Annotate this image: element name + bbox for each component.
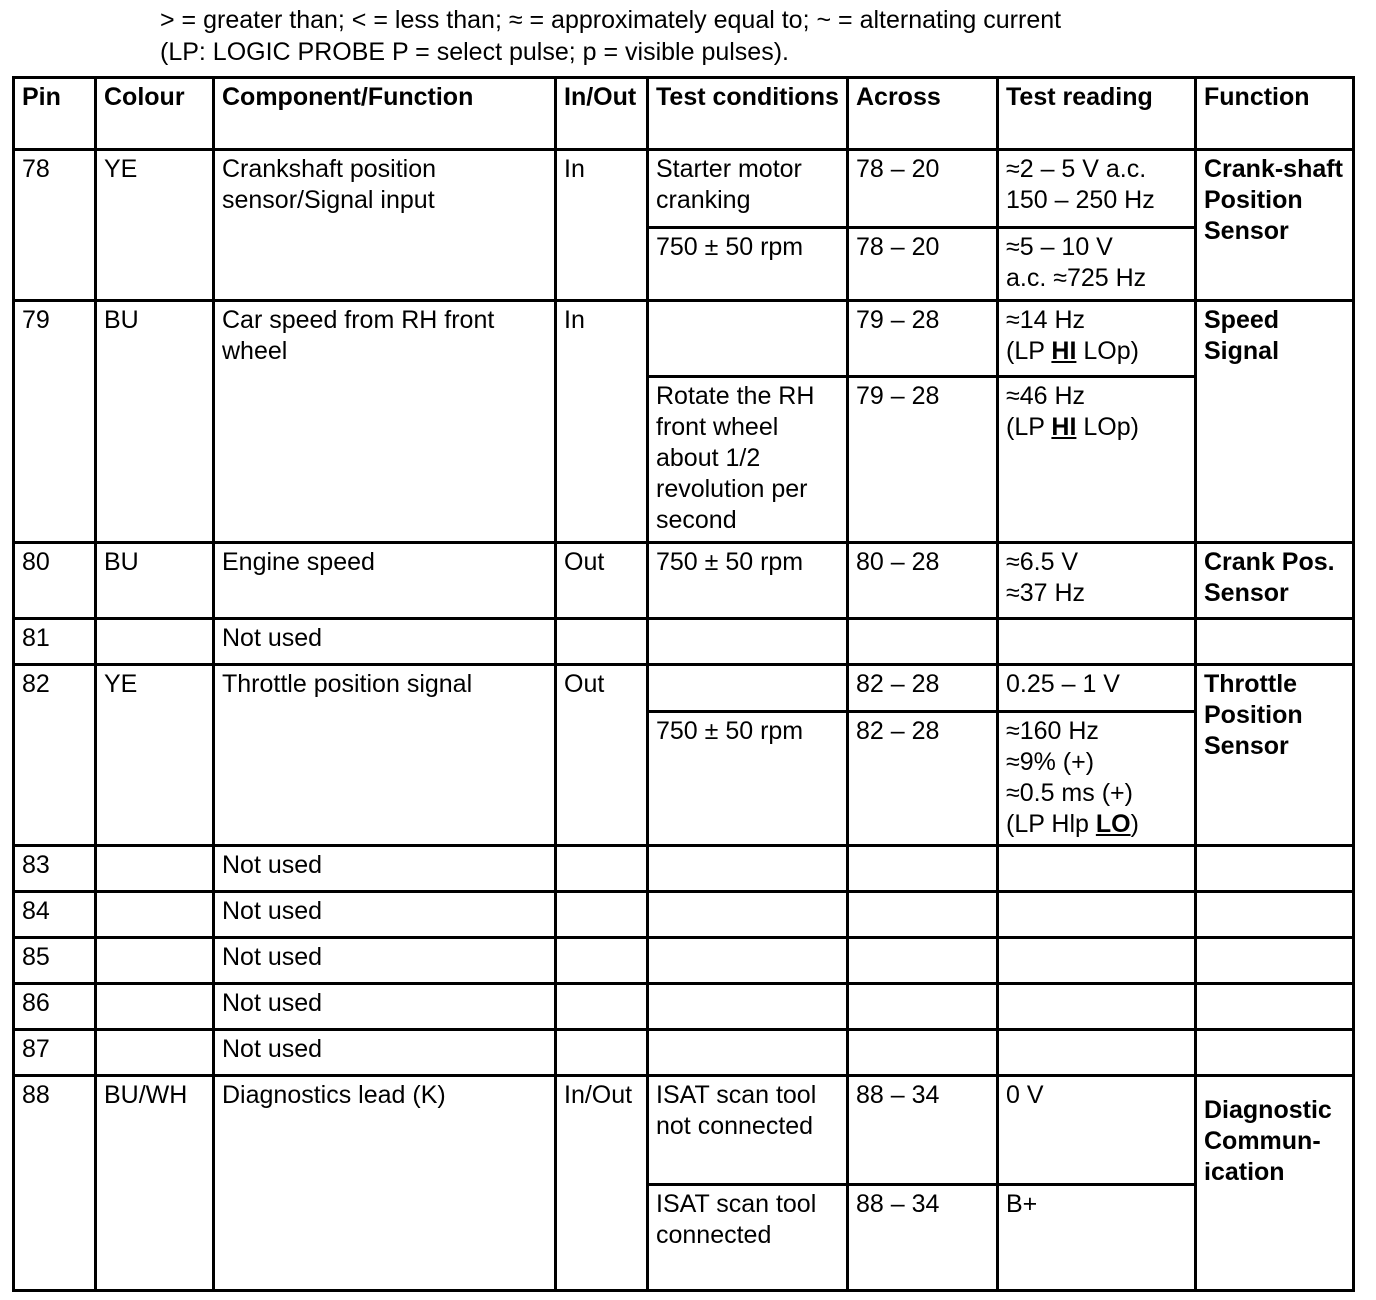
logic-probe-reading: [1006, 336, 1187, 367]
reading-cell: [998, 619, 1196, 665]
across-cell: 79 – 28: [848, 300, 998, 376]
reading-line: ≈46 Hz: [1006, 381, 1086, 410]
across-cell: [848, 619, 998, 665]
pin-cell: 87: [14, 1030, 96, 1076]
colour-cell: [96, 845, 214, 891]
across-cell: 78 – 20: [848, 150, 998, 228]
colour-cell: [96, 891, 214, 937]
condition-cell: [648, 891, 848, 937]
reading-cell: [998, 228, 1196, 300]
lp-prefix: (LP: [1006, 336, 1052, 365]
reading-line: ≈14 Hz: [1006, 305, 1086, 334]
component-cell: Engine speed: [214, 543, 556, 619]
condition-cell: [648, 300, 848, 376]
pin-cell: 78: [14, 150, 96, 300]
component-cell: Throttle position signal: [214, 665, 556, 845]
condition-cell: ISAT scan tool connected: [648, 1184, 848, 1290]
function-cell: [1196, 984, 1354, 1030]
colour-cell: [96, 1030, 214, 1076]
condition-cell: ISAT scan tool not connected: [648, 1076, 848, 1184]
across-cell: [848, 1030, 998, 1076]
colour-cell: [96, 984, 214, 1030]
colour-cell: YE: [96, 150, 214, 300]
component-cell: Not used: [214, 1030, 556, 1076]
table-row: [14, 1076, 1354, 1184]
inout-cell: [556, 891, 648, 937]
condition-cell: [648, 619, 848, 665]
condition-cell: Starter motor cranking: [648, 150, 848, 228]
inout-cell: In: [556, 150, 648, 300]
header-row: [14, 78, 1354, 150]
inout-cell: [556, 619, 648, 665]
header-pin: Pin: [14, 78, 96, 150]
component-cell: Not used: [214, 984, 556, 1030]
component-cell: Crankshaft position sensor/Signal input: [214, 150, 556, 300]
header-across: Across: [848, 78, 998, 150]
inout-cell: In/Out: [556, 1076, 648, 1291]
condition-cell: [648, 938, 848, 984]
component-cell: Not used: [214, 938, 556, 984]
condition-cell: [648, 984, 848, 1030]
table-row: [14, 845, 1354, 891]
inout-cell: [556, 1030, 648, 1076]
function-cell: [1196, 891, 1354, 937]
colour-cell: [96, 938, 214, 984]
reading-cell: [998, 711, 1196, 845]
component-cell: Not used: [214, 845, 556, 891]
reading-cell: [998, 984, 1196, 1030]
condition-cell: Rotate the RH front wheel about 1/2 revolution per second: [648, 376, 848, 542]
pin-cell: 79: [14, 300, 96, 543]
reading-line: ≈9% (+): [1006, 747, 1095, 776]
lp-suffix: LOp): [1076, 412, 1139, 441]
reading-cell: [998, 1030, 1196, 1076]
reading-cell: [998, 150, 1196, 228]
across-cell: 80 – 28: [848, 543, 998, 619]
inout-cell: [556, 845, 648, 891]
pin-table: [12, 76, 1355, 1292]
function-cell: Throttle Position Sensor: [1196, 665, 1354, 845]
reading-line: ≈0.5 ms (+): [1006, 778, 1133, 807]
reading-line: a.c. ≈725 Hz: [1006, 264, 1147, 293]
table-row: [14, 619, 1354, 665]
pin-cell: 81: [14, 619, 96, 665]
colour-cell: BU: [96, 300, 214, 543]
inout-cell: [556, 984, 648, 1030]
reading-cell: [998, 376, 1196, 542]
reading-line: ≈160 Hz: [1006, 716, 1099, 745]
condition-cell: [648, 1030, 848, 1076]
table-row: [14, 300, 1354, 376]
reading-line: ≈6.5 V: [1006, 548, 1079, 577]
across-cell: 82 – 28: [848, 665, 998, 711]
across-cell: 78 – 20: [848, 228, 998, 300]
condition-cell: [648, 845, 848, 891]
header-component: Component/Function: [214, 78, 556, 150]
lp-suffix: LOp): [1076, 336, 1139, 365]
pin-cell: 80: [14, 543, 96, 619]
function-cell: [1196, 938, 1354, 984]
table-row: [14, 543, 1354, 619]
pin-cell: 85: [14, 938, 96, 984]
pin-cell: 88: [14, 1076, 96, 1291]
lp-selected: HI: [1051, 412, 1077, 441]
condition-cell: 750 ± 50 rpm: [648, 228, 848, 300]
lp-prefix: (LP: [1006, 412, 1052, 441]
pin-cell: 82: [14, 665, 96, 845]
inout-cell: Out: [556, 665, 648, 845]
condition-cell: [648, 665, 848, 711]
reading-cell: [998, 543, 1196, 619]
reading-cell: [998, 665, 1196, 711]
pin-cell: 83: [14, 845, 96, 891]
across-cell: 88 – 34: [848, 1076, 998, 1184]
reading-cell: [998, 845, 1196, 891]
colour-cell: BU/WH: [96, 1076, 214, 1291]
reading-cell: [998, 938, 1196, 984]
reading-line: 150 – 250 Hz: [1006, 186, 1155, 215]
header-test-conditions: Test conditions: [648, 78, 848, 150]
lp-selected: LO: [1095, 809, 1131, 838]
pin-cell: 86: [14, 984, 96, 1030]
component-cell: Not used: [214, 619, 556, 665]
function-cell: [1196, 1030, 1354, 1076]
component-cell: Not used: [214, 891, 556, 937]
across-cell: 79 – 28: [848, 376, 998, 542]
header-inout: In/Out: [556, 78, 648, 150]
pin-cell: 84: [14, 891, 96, 937]
function-cell: [1196, 845, 1354, 891]
logic-probe-reading: [1006, 809, 1187, 840]
lp-selected: HI: [1051, 336, 1077, 365]
across-cell: [848, 845, 998, 891]
header-colour: Colour: [96, 78, 214, 150]
reading-cell: [998, 300, 1196, 376]
across-cell: [848, 891, 998, 937]
condition-cell: 750 ± 50 rpm: [648, 711, 848, 845]
legend: [160, 4, 1061, 68]
table-row: [14, 150, 1354, 228]
colour-cell: YE: [96, 665, 214, 845]
legend-line-2: (LP: LOGIC PROBE P = select pulse; p = visible pulses).: [160, 38, 789, 66]
reading-cell: B+: [998, 1184, 1196, 1290]
logic-probe-reading: [1006, 412, 1187, 443]
header-test-reading: Test reading: [998, 78, 1196, 150]
table-row: [14, 1030, 1354, 1076]
across-cell: [848, 984, 998, 1030]
function-cell: Diagnostic Commun-ication: [1196, 1076, 1354, 1291]
reading-line: ≈5 – 10 V: [1006, 233, 1113, 262]
across-cell: 88 – 34: [848, 1184, 998, 1290]
table-row: [14, 984, 1354, 1030]
function-cell: Speed Signal: [1196, 300, 1354, 543]
inout-cell: [556, 938, 648, 984]
inout-cell: In: [556, 300, 648, 543]
lp-prefix: (LP Hlp: [1006, 809, 1096, 838]
component-cell: Car speed from RH front wheel: [214, 300, 556, 543]
header-function: Function: [1196, 78, 1354, 150]
component-cell: Diagnostics lead (K): [214, 1076, 556, 1291]
colour-cell: BU: [96, 543, 214, 619]
lp-suffix: ): [1130, 809, 1139, 838]
across-cell: 82 – 28: [848, 711, 998, 845]
inout-cell: Out: [556, 543, 648, 619]
condition-cell: 750 ± 50 rpm: [648, 543, 848, 619]
table-row: [14, 891, 1354, 937]
colour-cell: [96, 619, 214, 665]
function-cell: Crank Pos. Sensor: [1196, 543, 1354, 619]
across-cell: [848, 938, 998, 984]
function-cell: Crank-shaft Position Sensor: [1196, 150, 1354, 300]
function-cell: [1196, 619, 1354, 665]
reading-cell: 0 V: [998, 1076, 1196, 1184]
table-row: [14, 938, 1354, 984]
legend-line-1: > = greater than; < = less than; ≈ = approximately equal to; ~ = alternating current: [160, 6, 1062, 34]
table-row: [14, 665, 1354, 711]
reading-line: ≈2 – 5 V a.c.: [1006, 155, 1147, 184]
reading-line: ≈37 Hz: [1006, 579, 1086, 608]
reading-line: 0.25 – 1 V: [1006, 670, 1120, 699]
reading-cell: [998, 891, 1196, 937]
